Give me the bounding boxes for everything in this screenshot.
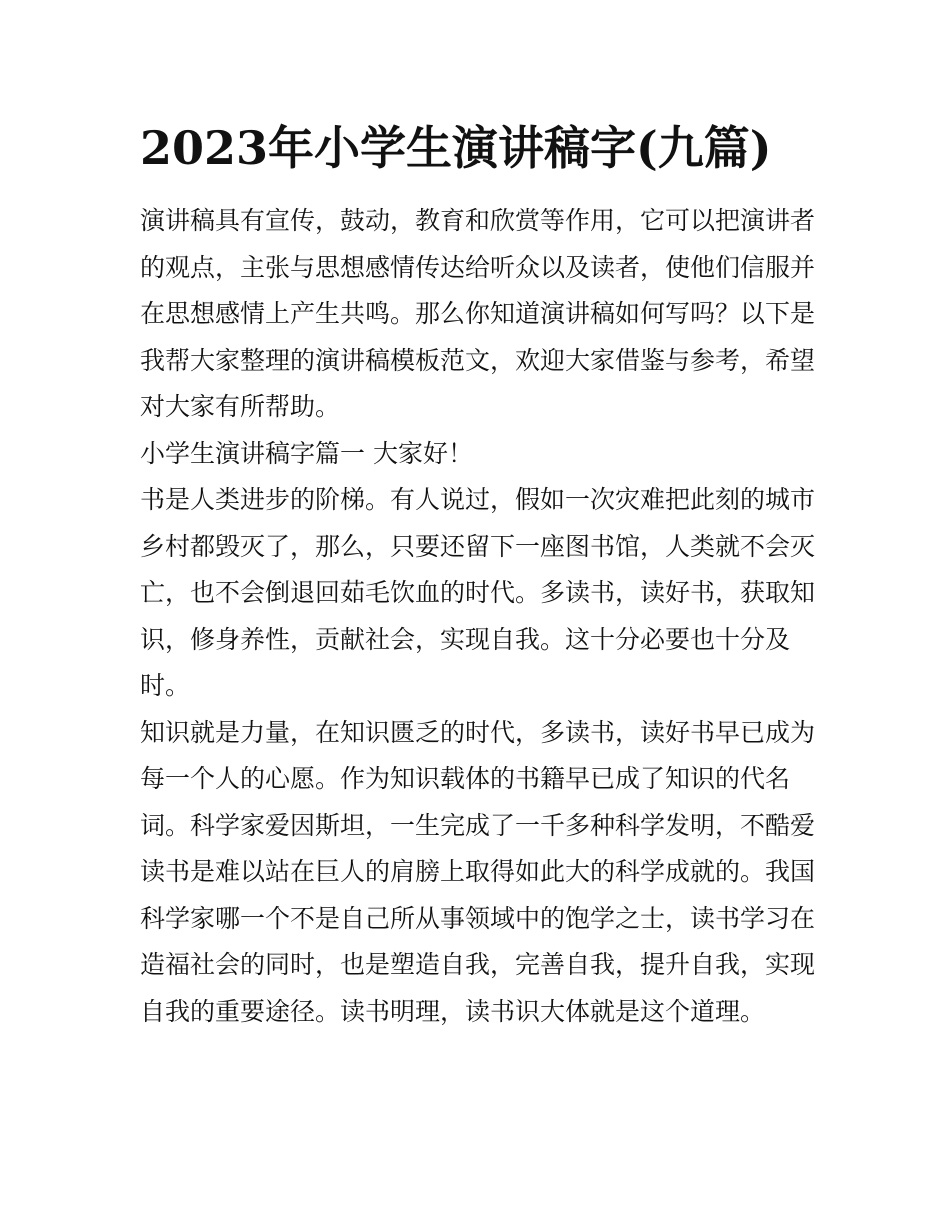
text-line: 对大家有所帮助。 [140,392,341,421]
text-line: 科学家哪一个不是自己所从事领域中的饱学之士，读书学习在 [140,903,816,933]
text-line: 每一个人的心愿。作为知识载体的书籍早已成了知识的代名 [140,764,791,793]
document-title: 2023年小学生演讲稿字(九篇) [140,121,772,175]
text-line: 时。 [140,671,191,700]
text-line: 造福社会的同时，也是塑造自我，完善自我，提升自我，实现 [140,950,816,979]
document-body [140,198,815,1035]
text-line: 书是人类进步的阶梯。有人说过，假如一次灾难把此刻的城市 [140,485,816,514]
text-line: 在思想感情上产生共鸣。那么你知道演讲稿如何写吗？以下是 [140,299,816,328]
text-line: 识，修身养性，贡献社会，实现自我。这十分必要也十分及 [140,624,791,654]
text-line: 我帮大家整理的演讲稿模板范文，欢迎大家借鉴与参考，希望 [140,345,816,375]
text-line: 词。科学家爱因斯坦，一生完成了一千多种科学发明，不酷爱 [140,810,816,840]
text-line: 演讲稿具有宣传，鼓动，教育和欣赏等作用，它可以把演讲者 [140,206,816,235]
text-line: 亡，也不会倒退回茹毛饮血的时代。多读书，读好书，获取知 [140,578,816,607]
text-line: 读书是难以站在巨人的肩膀上取得如此大的科学成就的。我国 [140,857,816,886]
text-line: 知识就是力量，在知识匮乏的时代，多读书，读好书早已成为 [140,717,816,747]
section-heading-line: 小学生演讲稿字篇一 大家好！ [140,438,473,468]
text-line: 自我的重要途径。读书明理，读书识大体就是这个道理。 [140,996,766,1026]
text-line: 乡村都毁灭了，那么，只要还留下一座图书馆，人类就不会灭 [140,531,816,561]
text-line: 的观点，主张与思想感情传达给听众以及读者，使他们信服并 [140,252,816,282]
